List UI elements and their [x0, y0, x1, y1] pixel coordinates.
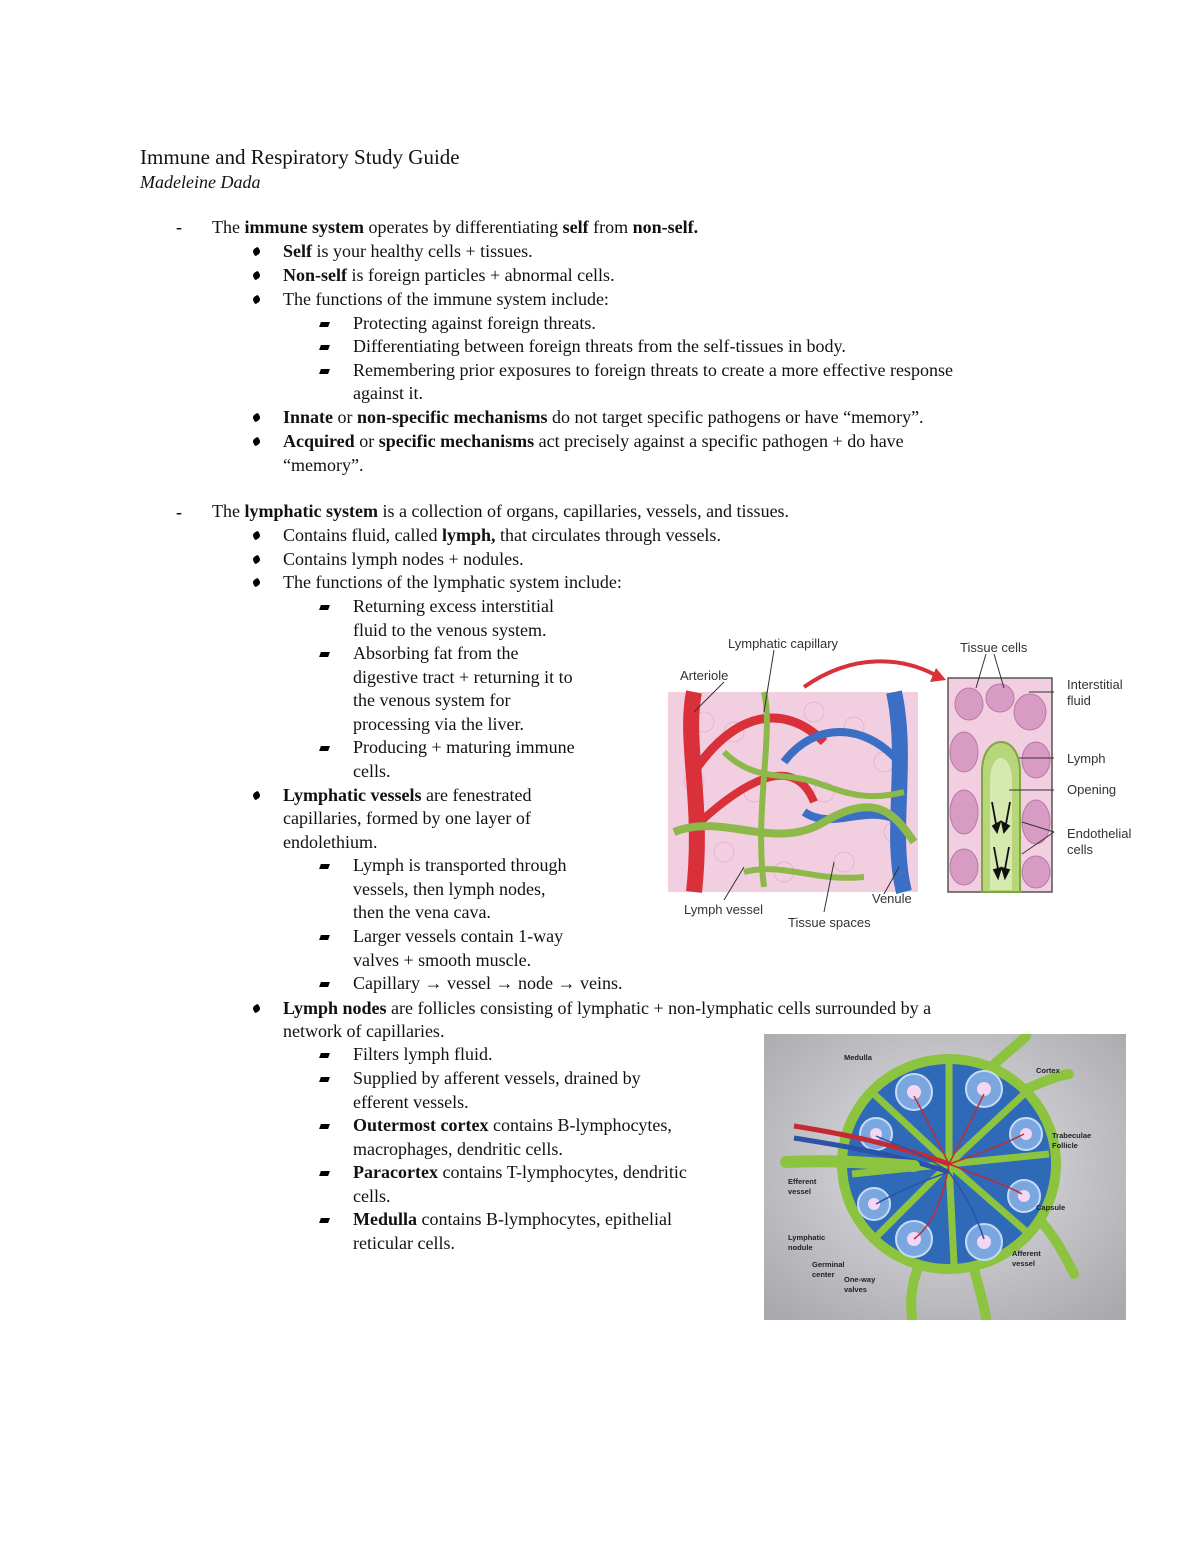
square-bullet-icon — [319, 652, 330, 657]
label-lymph-vessel: Lymph vessel — [684, 902, 763, 917]
label-capsule: Capsule — [1036, 1203, 1066, 1212]
immune-function-item-cont: against it. — [353, 383, 423, 403]
label-cortex: Cortex — [1036, 1066, 1060, 1075]
square-bullet-icon — [319, 369, 330, 374]
square-bullet-icon — [319, 935, 330, 940]
label-tissue-spaces: Tissue spaces — [788, 915, 871, 930]
label-medulla: Medulla — [844, 1053, 872, 1062]
lymphatic-function-item-cont: digestive tract + returning it to — [353, 667, 573, 687]
label-afferent: Afferent — [1012, 1249, 1041, 1258]
label-lymphatic-capillary: Lymphatic capillary — [728, 636, 839, 651]
label-lymphatic: Lymphatic — [788, 1233, 826, 1242]
bullet-icon — [252, 791, 262, 801]
bullet-icon — [252, 271, 262, 281]
immune-functions-intro: The functions of the immune system include: — [283, 289, 609, 309]
lymphatic-function-item-cont: cells. — [353, 761, 391, 781]
label-cells: cells — [1067, 842, 1094, 857]
immune-function-item: Remembering prior exposures to foreign threats to create a more effective response — [353, 360, 953, 380]
bullet-icon — [252, 578, 262, 588]
label-trabeculae: Trabeculae — [1052, 1131, 1092, 1140]
vessel-sub-item-cont: valves + smooth muscle. — [353, 950, 532, 970]
dash-marker: - — [176, 502, 182, 522]
label-valves: valves — [844, 1285, 867, 1294]
bullet-icon — [252, 555, 262, 565]
acquired-definition: Acquired or specific mechanisms act precisely against a specific pathogen + do have — [283, 431, 904, 451]
square-bullet-icon — [319, 345, 330, 350]
bullet-icon — [252, 1004, 262, 1014]
lymph-nodes-note: Contains lymph nodes + nodules. — [283, 549, 524, 569]
immune-intro: The immune system operates by differentiating self from non-self. — [212, 217, 699, 237]
nonself-definition: Non-self is foreign particles + abnormal cells. — [283, 265, 615, 285]
lymphatic-intro: The lymphatic system is a collection of organs, capillaries, vessels, and tissues. — [212, 501, 790, 521]
bullet-icon — [252, 247, 262, 257]
vessel-sub-item: Capillary → vessel → node → veins. — [353, 973, 623, 993]
label-lymph: Lymph — [1067, 751, 1106, 766]
label-afferent-vessel: vessel — [1012, 1259, 1035, 1268]
author-name: Madeleine Dada — [140, 172, 261, 192]
square-bullet-icon — [319, 322, 330, 327]
node-paracortex-item: Paracortex contains T-lymphocytes, dendritic — [353, 1162, 687, 1182]
square-bullet-icon — [319, 746, 330, 751]
arteriole-vessel — [691, 692, 697, 892]
bullet-icon — [252, 295, 262, 305]
square-bullet-icon — [319, 982, 330, 987]
dash-marker: - — [176, 217, 182, 237]
node-sub-item-cont: efferent vessels. — [353, 1092, 469, 1112]
label-arteriole: Arteriole — [680, 668, 729, 683]
bullet-icon — [252, 413, 262, 423]
label-efferent-vessel: vessel — [788, 1187, 811, 1196]
lymphatic-function-item: Producing + maturing immune — [353, 737, 575, 757]
label-germinal: Germinal — [812, 1260, 845, 1269]
square-bullet-icon — [319, 1171, 330, 1176]
innate-definition: Innate or non-specific mechanisms do not target specific pathogens or have “memory”. — [283, 407, 924, 427]
lymph-nodes-def-cont: network of capillaries. — [283, 1021, 445, 1041]
lymphatic-function-item: Returning excess interstitial — [353, 596, 554, 616]
node-cortex-item: Outermost cortex contains B-lymphocytes, — [353, 1115, 672, 1135]
square-bullet-icon — [319, 864, 330, 869]
vessel-sub-item-cont: vessels, then lymph nodes, — [353, 879, 546, 899]
node-medulla-item-cont: reticular cells. — [353, 1233, 455, 1253]
acquired-definition-cont: “memory”. — [283, 455, 364, 475]
label-nodule: nodule — [788, 1243, 813, 1252]
label-center: center — [812, 1270, 835, 1279]
lymphatic-function-item-cont: processing via the liver. — [353, 714, 524, 734]
label-venule: Venule — [872, 891, 912, 906]
lymphatic-vessels-def-cont: endolethium. — [283, 832, 378, 852]
label-one-way: One-way — [844, 1275, 876, 1284]
self-definition: Self is your healthy cells + tissues. — [283, 241, 533, 261]
lymph-nodes-def: Lymph nodes are follicles consisting of lymphatic + non-lymphatic cells surrounded by a — [283, 998, 932, 1018]
label-endothelial: Endothelial — [1067, 826, 1132, 841]
square-bullet-icon — [319, 1077, 330, 1082]
square-bullet-icon — [319, 605, 330, 610]
bullet-icon — [252, 437, 262, 447]
lymphatic-function-item-cont: the venous system for — [353, 690, 511, 710]
lymphatic-vessels-def: Lymphatic vessels are fenestrated — [283, 785, 532, 805]
lymphatic-function-item-cont: fluid to the venous system. — [353, 620, 547, 640]
lymphatic-vessels-def-cont: capillaries, formed by one layer of — [283, 808, 531, 828]
vessel-sub-item: Larger vessels contain 1-way — [353, 926, 564, 946]
lymphatic-function-item: Absorbing fat from the — [353, 643, 519, 663]
label-efferent: Efferent — [788, 1177, 817, 1186]
lymphatic-capillary-figure — [664, 632, 1144, 932]
label-opening: Opening — [1067, 782, 1117, 797]
curved-arrow-icon — [804, 661, 939, 687]
node-sub-item: Filters lymph fluid. — [353, 1044, 493, 1064]
page-title: Immune and Respiratory Study Guide — [140, 145, 460, 169]
square-bullet-icon — [319, 1053, 330, 1058]
efferent-lymph-vessel — [786, 1161, 914, 1166]
bullet-icon — [252, 531, 262, 541]
label-tissue-cells: Tissue cells — [960, 640, 1028, 655]
node-paracortex-item-cont: cells. — [353, 1186, 391, 1206]
node-medulla-item: Medulla contains B-lymphocytes, epithelial — [353, 1209, 672, 1229]
immune-function-item: Protecting against foreign threats. — [353, 313, 596, 333]
vessel-sub-item: Lymph is transported through — [353, 855, 567, 875]
immune-function-item: Differentiating between foreign threats from the self-tissues in body. — [353, 336, 846, 356]
lymphatic-functions-intro: The functions of the lymphatic system include: — [283, 572, 622, 592]
node-sub-item: Supplied by afferent vessels, drained by — [353, 1068, 641, 1088]
label-fluid: fluid — [1067, 693, 1091, 708]
label-interstitial: Interstitial — [1067, 677, 1123, 692]
lymph-node-figure — [764, 1034, 1126, 1320]
label-follicle: Follicle — [1052, 1141, 1078, 1150]
node-cortex-item-cont: macrophages, dendritic cells. — [353, 1139, 563, 1159]
vessel-sub-item-cont: then the vena cava. — [353, 902, 491, 922]
square-bullet-icon — [319, 1218, 330, 1223]
square-bullet-icon — [319, 1124, 330, 1129]
lymph-fluid: Contains fluid, called lymph, that circulates through vessels. — [283, 525, 721, 545]
